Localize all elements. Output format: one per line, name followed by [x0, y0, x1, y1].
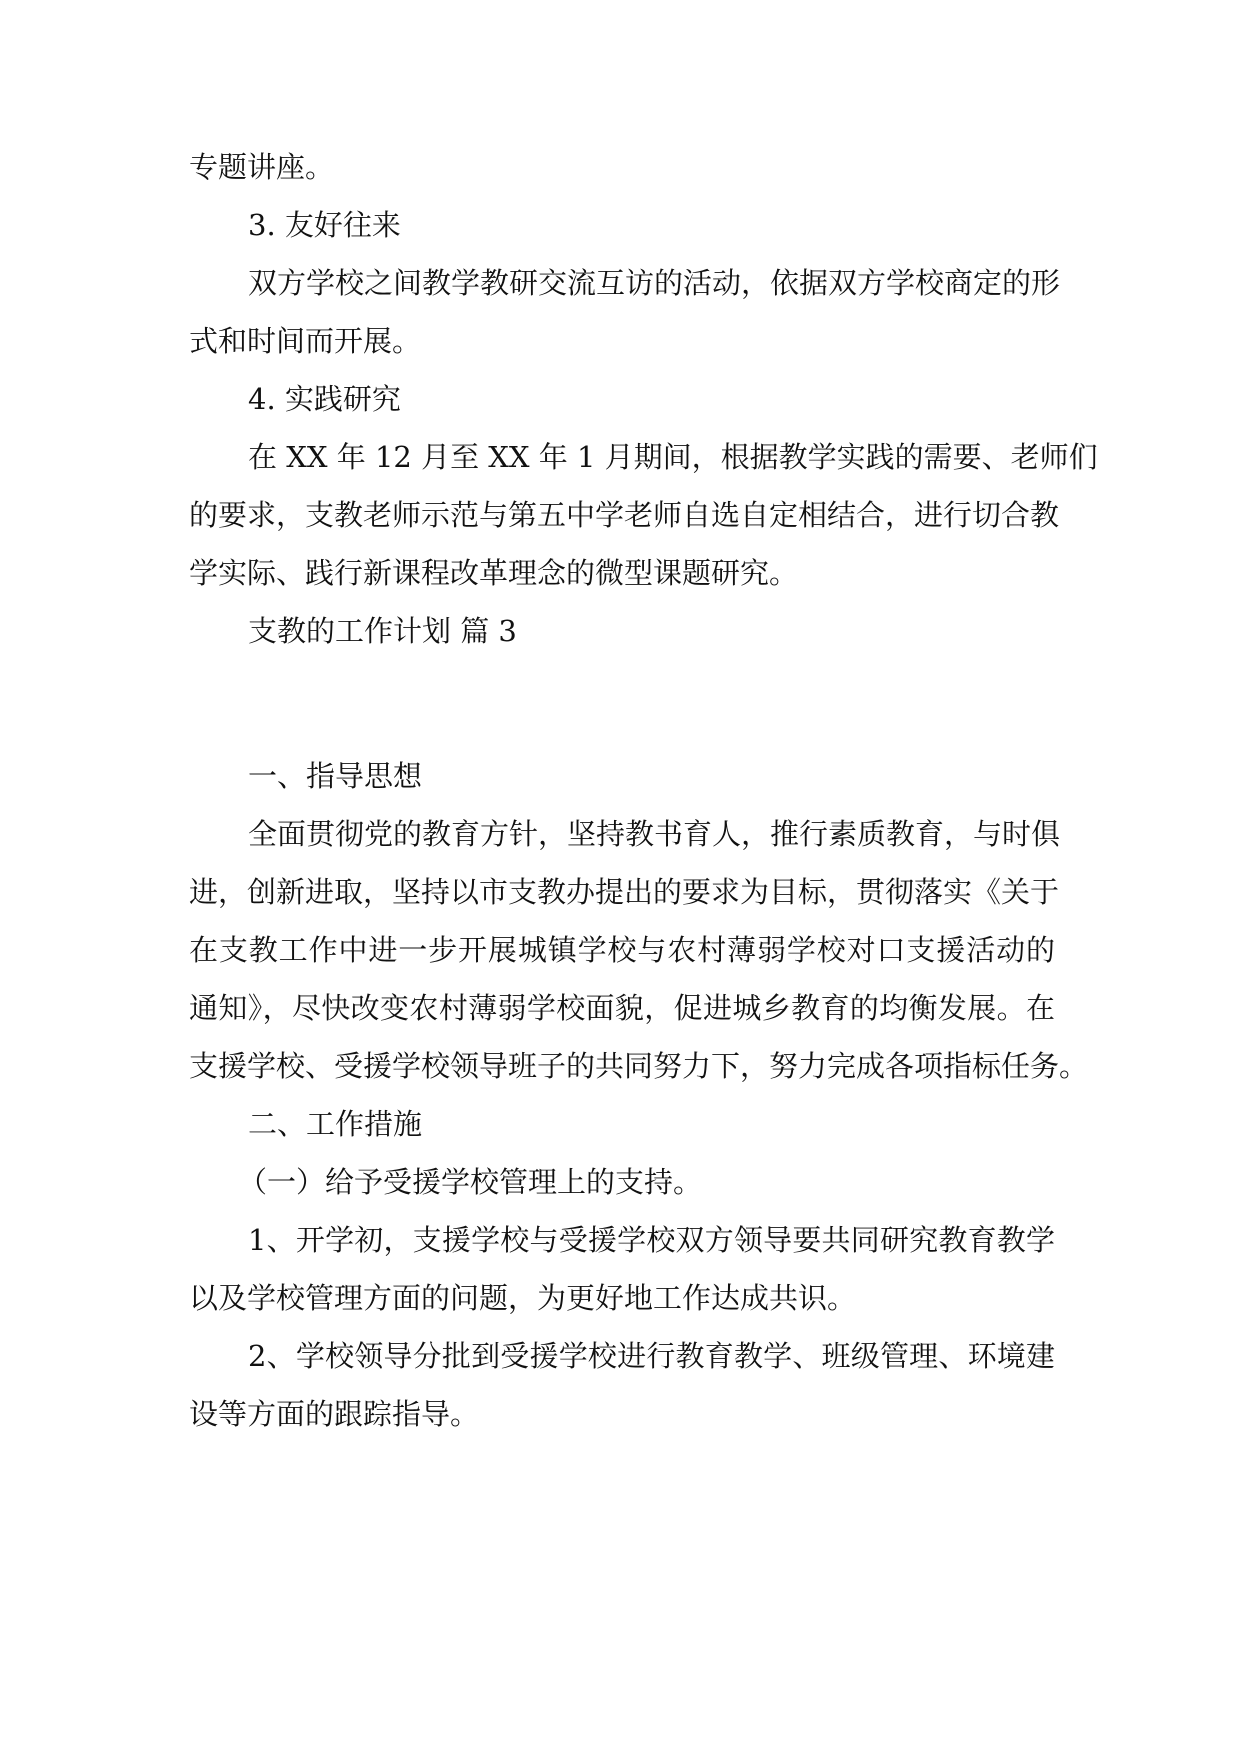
paragraph-line: 以及学校管理方面的问题，为更好地工作达成共识。 — [189, 1281, 857, 1315]
paragraph-line: 专题讲座。 — [189, 150, 335, 184]
paragraph-line: 式和时间而开展。 — [189, 324, 422, 358]
paragraph-line: 学实际、践行新课程改革理念的微型课题研究。 — [189, 556, 799, 590]
subsection-heading: （一）给予受援学校管理上的支持。 — [238, 1165, 703, 1199]
paragraph-line: 在支教工作中进一步开展城镇学校与农村薄弱学校对口支援活动的 — [189, 933, 1055, 967]
section-heading: 3. 友好往来 — [248, 208, 401, 242]
article-title: 支教的工作计划 篇 3 — [248, 614, 517, 648]
paragraph-line: 在 XX 年 12 月至 XX 年 1 月期间，根据教学实践的需要、老师们 — [248, 440, 1098, 474]
section-heading: 4. 实践研究 — [248, 382, 401, 416]
paragraph-line: 全面贯彻党的教育方针，坚持教书育人，推行素质教育，与时俱 — [248, 817, 1061, 851]
paragraph-line: 设等方面的跟踪指导。 — [189, 1397, 480, 1431]
paragraph-line: 的要求，支教老师示范与第五中学老师自选自定相结合，进行切合教 — [189, 498, 1060, 532]
paragraph-line: 1、开学初，支援学校与受援学校双方领导要共同研究教育教学 — [248, 1223, 1055, 1257]
paragraph-line: 双方学校之间教学教研交流互访的活动，依据双方学校商定的形 — [248, 266, 1061, 300]
paragraph-line: 通知》，尽快改变农村薄弱学校面貌，促进城乡教育的均衡发展。在 — [189, 991, 1055, 1025]
section-heading: 二、工作措施 — [248, 1107, 423, 1141]
paragraph-line: 2、学校领导分批到受援学校进行教育教学、班级管理、环境建 — [248, 1339, 1055, 1373]
section-heading: 一、指导思想 — [248, 759, 423, 793]
paragraph-line: 进，创新进取，坚持以市支教办提出的要求为目标，贯彻落实《关于 — [189, 875, 1060, 909]
paragraph-line: 支援学校、受援学校领导班子的共同努力下，努力完成各项指标任务。 — [189, 1049, 1089, 1083]
